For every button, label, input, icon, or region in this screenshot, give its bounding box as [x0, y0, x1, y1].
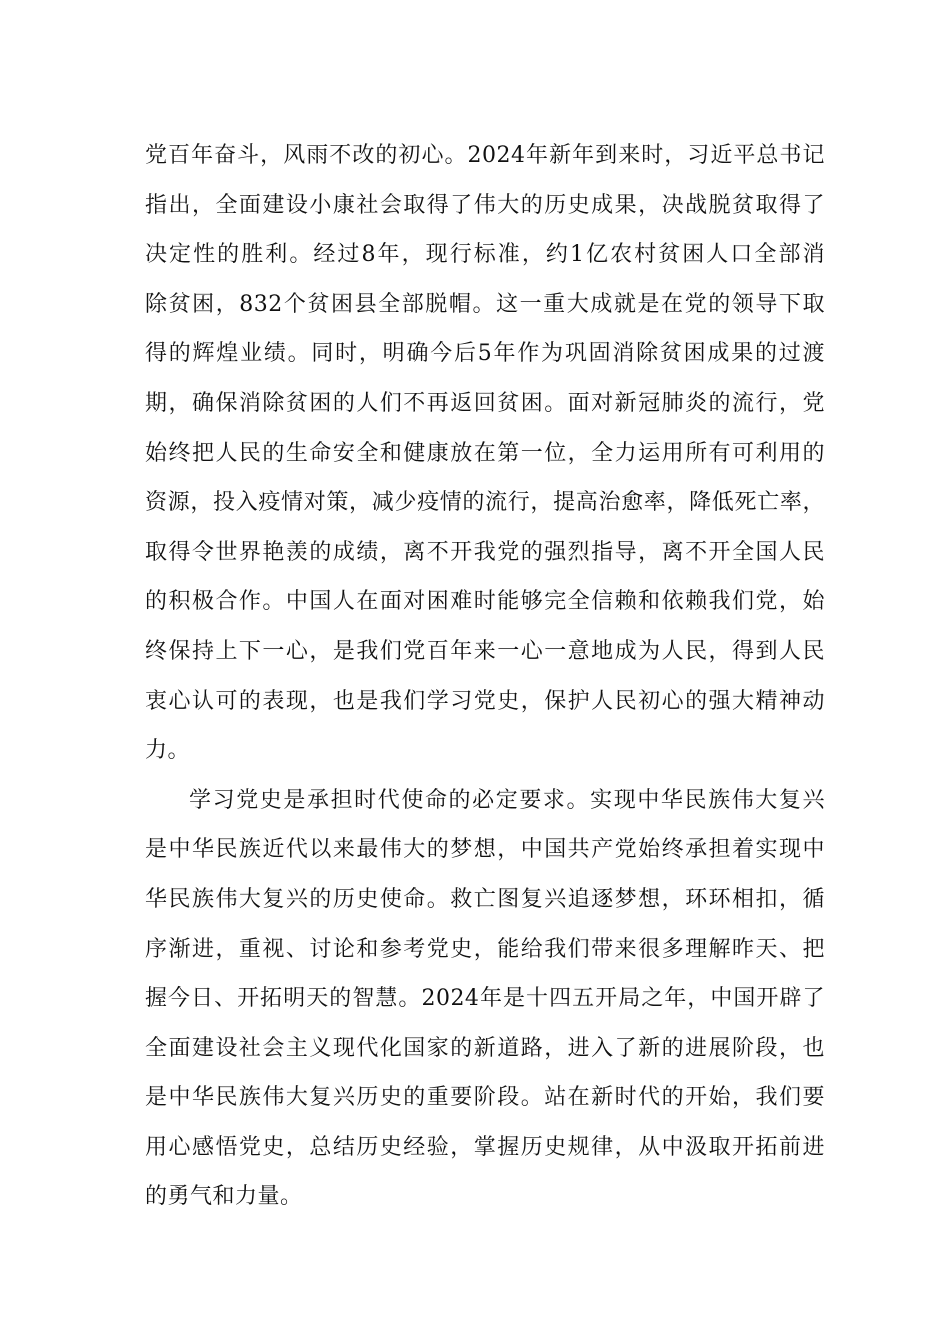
text-line: 始终把人民的生命安全和健康放在第一位，全力运用所有可利用的: [145, 440, 825, 466]
text-line: 衷心认可的表现，也是我们学习党史，保护人民初心的强大精神动: [145, 688, 825, 714]
text-line: 力。: [145, 738, 191, 764]
text-line: 全面建设社会主义现代化国家的新道路，进入了新的进展阶段，也: [145, 1035, 825, 1061]
text-line: 资源，投入疫情对策，减少疫情的流行，提高治愈率，降低死亡率，: [145, 490, 825, 516]
text-line: 华民族伟大复兴的历史使命。救亡图复兴追逐梦想，环环相扣，循: [145, 886, 825, 912]
text-line: 序渐进，重视、讨论和参考党史，能给我们带来很多理解昨天、把: [145, 936, 825, 962]
text-line: 期，确保消除贫困的人们不再返回贫困。面对新冠肺炎的流行，党: [145, 390, 825, 416]
text-line: 的积极合作。中国人在面对困难时能够完全信赖和依赖我们党，始: [145, 589, 825, 615]
text-line: 除贫困，832个贫困县全部脱帽。这一重大成就是在党的领导下取: [145, 291, 825, 317]
text-line: 用心感悟党史，总结历史经验，掌握历史规律，从中汲取开拓前进: [145, 1134, 825, 1160]
text-line: 是中华民族近代以来最伟大的梦想，中国共产党始终承担着实现中: [145, 837, 825, 863]
text-line: 指出，全面建设小康社会取得了伟大的历史成果，决战脱贫取得了: [145, 192, 825, 218]
paragraph-1: [145, 131, 825, 776]
text-line: 的勇气和力量。: [145, 1184, 303, 1210]
text-line: 取得令世界艳羡的成绩，离不开我党的强烈指导，离不开全国人民: [145, 539, 825, 565]
text-line: 是中华民族伟大复兴历史的重要阶段。站在新时代的开始，我们要: [145, 1085, 825, 1111]
text-line: 决定性的胜利。经过8年，现行标准，约1亿农村贫困人口全部消: [145, 242, 825, 268]
text-line: 得的辉煌业绩。同时，明确今后5年作为巩固消除贫困成果的过渡: [145, 341, 825, 367]
text-line: 握今日、开拓明天的智慧。2024年是十四五开局之年，中国开辟了: [145, 986, 825, 1012]
document-body: [145, 131, 825, 1222]
paragraph-2: [145, 776, 825, 1222]
text-line: 学习党史是承担时代使命的必定要求。实现中华民族伟大复兴: [189, 787, 825, 813]
text-line: 党百年奋斗，风雨不改的初心。2024年新年到来时，习近平总书记: [145, 143, 825, 168]
text-line: 终保持上下一心，是我们党百年来一心一意地成为人民，得到人民: [145, 638, 825, 664]
